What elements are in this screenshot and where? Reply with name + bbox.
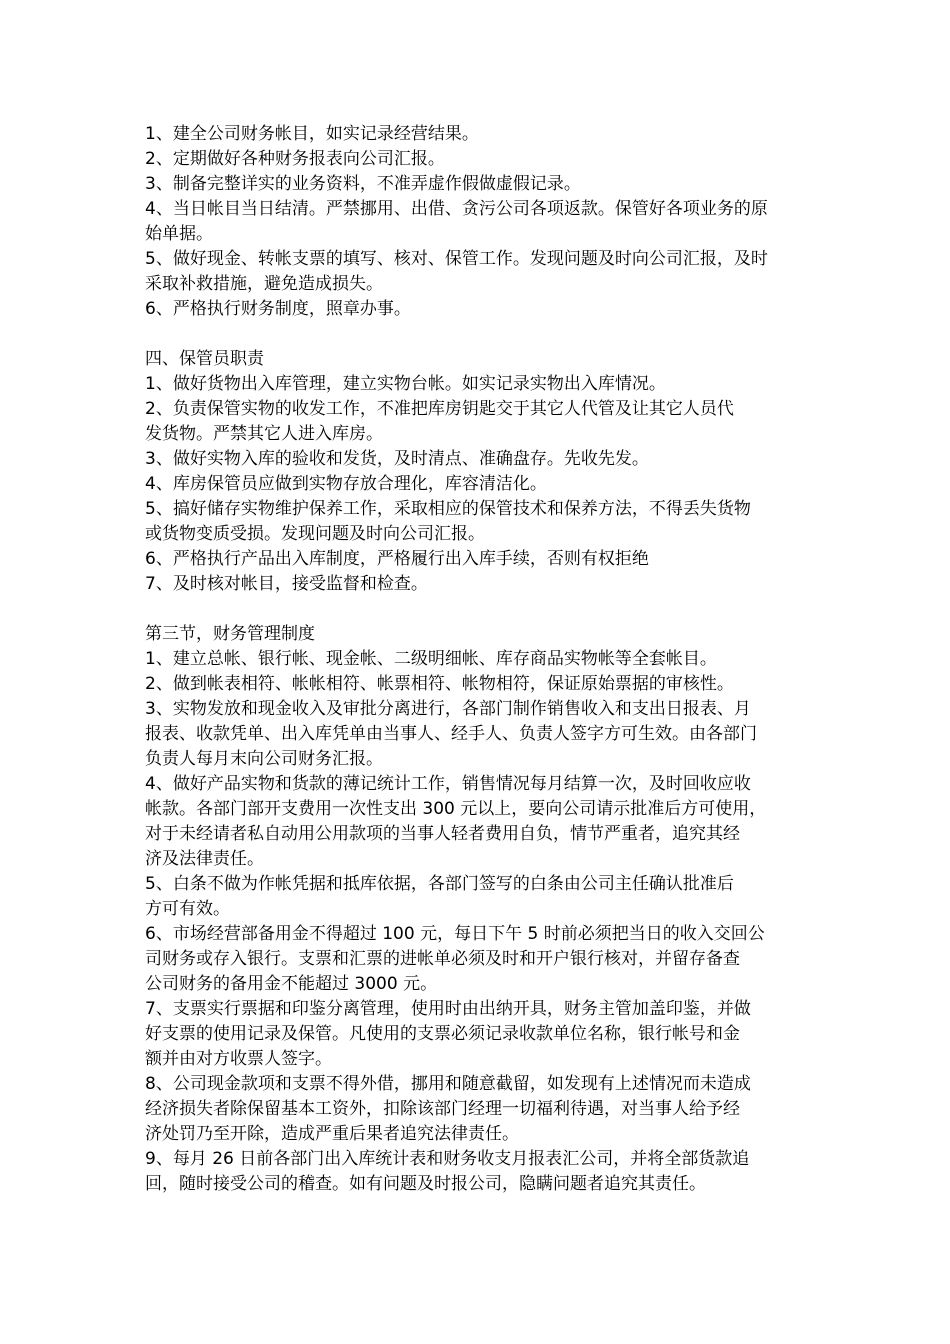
cashier-duties-section: [145, 122, 817, 322]
cashier-duty-line: 始单据。: [145, 224, 213, 244]
finance-rule-line: 4、做好产品实物和货款的薄记统计工作，销售情况每月结算一次，及时回收应收: [145, 774, 751, 794]
finance-rules-section: [145, 622, 817, 1197]
finance-rule-line: 帐款。各部门部开支费用一次性支出 300 元以上，要向公司请示批准后方可使用，: [145, 799, 767, 819]
cashier-duty-line: 6、严格执行财务制度，照章办事。: [145, 299, 411, 319]
section-spacer: [145, 322, 817, 347]
cashier-duty-line: 3、制备完整详实的业务资料，不准弄虚作假做虚假记录。: [145, 174, 581, 194]
keeper-duty-line: 4、库房保管员应做到实物存放合理化，库容清洁化。: [145, 474, 547, 494]
finance-rule-line: 公司财务的备用金不能超过 3000 元。: [145, 974, 438, 994]
finance-rule-line: 济及法律责任。: [145, 849, 264, 869]
finance-rule-line: 7、支票实行票据和印鉴分离管理，使用时由出纳开具，财务主管加盖印鉴，并做: [145, 999, 751, 1019]
finance-rule-line: 8、公司现金款项和支票不得外借，挪用和随意截留，如发现有上述情况而未造成: [145, 1074, 751, 1094]
keeper-duties-section: [145, 347, 817, 597]
finance-rule-line: 回，随时接受公司的稽查。如有问题及时报公司，隐瞒问题者追究其责任。: [145, 1174, 706, 1194]
keeper-duty-line: 1、做好货物出入库管理，建立实物台帐。如实记录实物出入库情况。: [145, 374, 666, 394]
finance-rule-line: 2、做到帐表相符、帐帐相符、帐票相符、帐物相符，保证原始票据的审核性。: [145, 674, 734, 694]
section-heading: 四、保管员职责: [145, 349, 264, 369]
section-heading: 第三节，财务管理制度: [145, 624, 315, 644]
document-page: [145, 122, 817, 1197]
keeper-duty-line: 2、负责保管实物的收发工作，不准把库房钥匙交于其它人代管及让其它人员代: [145, 399, 734, 419]
finance-rule-line: 司财务或存入银行。支票和汇票的进帐单必须及时和开户银行核对，并留存备查: [145, 949, 740, 969]
finance-rule-line: 方可有效。: [145, 899, 230, 919]
finance-rule-line: 6、市场经营部备用金不得超过 100 元，每日下午 5 时前必须把当日的收入交回公: [145, 924, 765, 944]
finance-rule-line: 济处罚乃至开除，造成严重后果者追究法律责任。: [145, 1124, 519, 1144]
keeper-duty-line: 7、及时核对帐目，接受监督和检查。: [145, 574, 428, 594]
finance-rule-line: 额并由对方收票人签字。: [145, 1049, 332, 1069]
finance-rule-line: 报表、收款凭单、出入库凭单由当事人、经手人、负责人签字方可生效。由各部门: [145, 724, 757, 744]
finance-rule-line: 经济损失者除保留基本工资外，扣除该部门经理一切福利待遇，对当事人给予经: [145, 1099, 740, 1119]
finance-rule-line: 3、实物发放和现金收入及审批分离进行，各部门制作销售收入和支出日报表、月: [145, 699, 751, 719]
finance-rule-line: 9、每月 26 日前各部门出入库统计表和财务收支月报表汇公司，并将全部货款追: [145, 1149, 750, 1169]
section-spacer: [145, 597, 817, 622]
cashier-duty-line: 4、当日帐目当日结清。严禁挪用、出借、贪污公司各项返款。保管好各项业务的原: [145, 199, 768, 219]
finance-rule-line: 5、白条不做为作帐凭据和抵库依据，各部门签写的白条由公司主任确认批准后: [145, 874, 734, 894]
cashier-duty-line: 2、定期做好各种财务报表向公司汇报。: [145, 149, 445, 169]
cashier-duty-line: 5、做好现金、转帐支票的填写、核对、保管工作。发现问题及时向公司汇报，及时: [145, 249, 768, 269]
cashier-duty-line: 1、建全公司财务帐目，如实记录经营结果。: [145, 124, 479, 144]
keeper-duty-line: 或货物变质受损。发现问题及时向公司汇报。: [145, 524, 485, 544]
finance-rule-line: 对于未经请者私自动用公用款项的当事人轻者费用自负，情节严重者，追究其经: [145, 824, 740, 844]
keeper-duty-line: 5、搞好储存实物维护保养工作，采取相应的保管技术和保养方法，不得丢失货物: [145, 499, 751, 519]
finance-rule-line: 1、建立总帐、银行帐、现金帐、二级明细帐、库存商品实物帐等全套帐目。: [145, 649, 717, 669]
finance-rule-line: 负责人每月末向公司财务汇报。: [145, 749, 383, 769]
keeper-duty-line: 3、做好实物入库的验收和发货，及时清点、准确盘存。先收先发。: [145, 449, 649, 469]
finance-rule-line: 好支票的使用记录及保管。凡使用的支票必须记录收款单位名称，银行帐号和金: [145, 1024, 740, 1044]
cashier-duty-line: 采取补救措施，避免造成损失。: [145, 274, 383, 294]
keeper-duty-line: 发货物。严禁其它人进入库房。: [145, 424, 383, 444]
keeper-duty-line: 6、严格执行产品出入库制度，严格履行出入库手续，否则有权拒绝: [145, 549, 649, 569]
